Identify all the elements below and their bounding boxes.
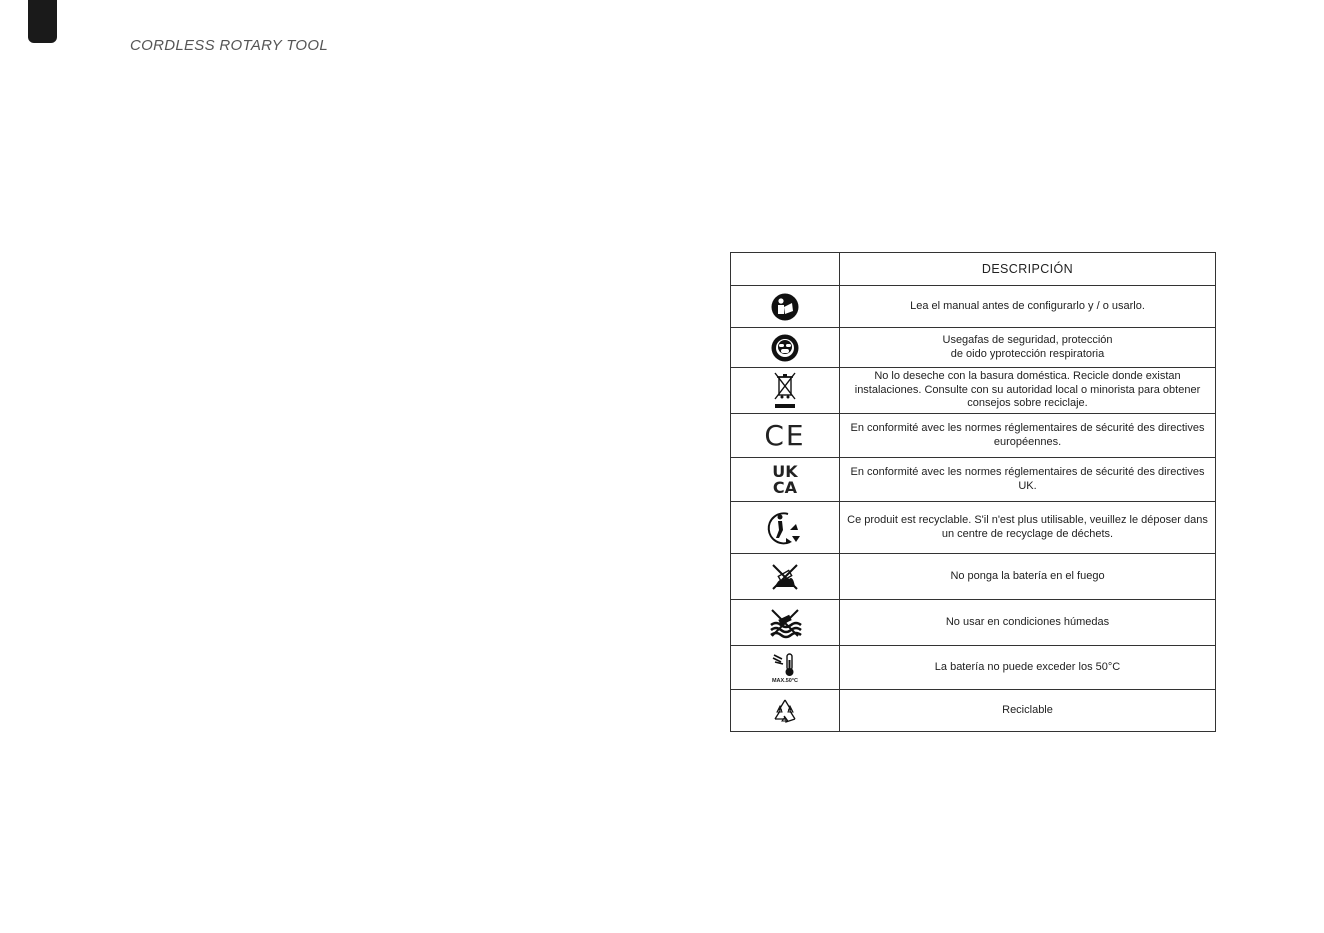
row-description: Usegafas de seguridad, protección de oido yprotección respiratoria [840,328,1216,368]
description-column-header: DESCRIPCIÓN [840,253,1216,286]
recycle-icon [771,697,799,725]
table-row [731,646,1216,690]
table-row [731,600,1216,646]
triman-recycle-icon [766,508,804,548]
page-header-title: CORDLESS ROTARY TOOL [130,37,328,54]
page-tab-marker [28,0,57,43]
table-row [731,458,1216,502]
row-description: La batería no puede exceder los 50°C [840,646,1216,690]
table-row [731,690,1216,732]
table-header-row [731,253,1216,286]
table-row [731,554,1216,600]
ukca-mark-icon [772,461,798,497]
symbol-column-header [731,253,840,286]
no-fire-battery-icon [769,561,801,593]
ukca-line-2: CA [772,477,798,497]
max-temperature-icon [769,652,801,678]
safety-gear-icon [770,333,800,363]
table-row [731,502,1216,554]
max-temperature-label: MAX.50°C [771,677,799,684]
ukca-line-1: UK [772,461,798,481]
row-description: Ce produit est recyclable. S'il n'est plus utilisable, veuillez le déposer dans un centre de recyclage de déchets. [840,502,1216,554]
ce-mark-icon: CE [764,418,806,452]
read-manual-icon [770,292,800,322]
table-row [731,286,1216,328]
row-description: En conformité avec les normes réglementaires de sécurité des directives européennes. [840,414,1216,458]
weee-crossed-bin-icon [772,371,798,411]
table-row [731,414,1216,458]
row-description: En conformité avec les normes réglementaires de sécurité des directives UK. [840,458,1216,502]
row-description: No ponga la batería en el fuego [840,554,1216,600]
no-wet-conditions-icon [768,607,802,639]
row-description: Reciclable [840,690,1216,732]
row-description: No usar en condiciones húmedas [840,600,1216,646]
row-description: No lo deseche con la basura doméstica. Recicle donde existan instalaciones. Consulte con su autoridad local o minorista para obtener consejos sobre reciclaje. [840,368,1216,414]
symbols-table [730,252,1216,732]
row-description: Lea el manual antes de configurarlo y / o usarlo. [840,286,1216,328]
table-row [731,328,1216,368]
table-row [731,368,1216,414]
